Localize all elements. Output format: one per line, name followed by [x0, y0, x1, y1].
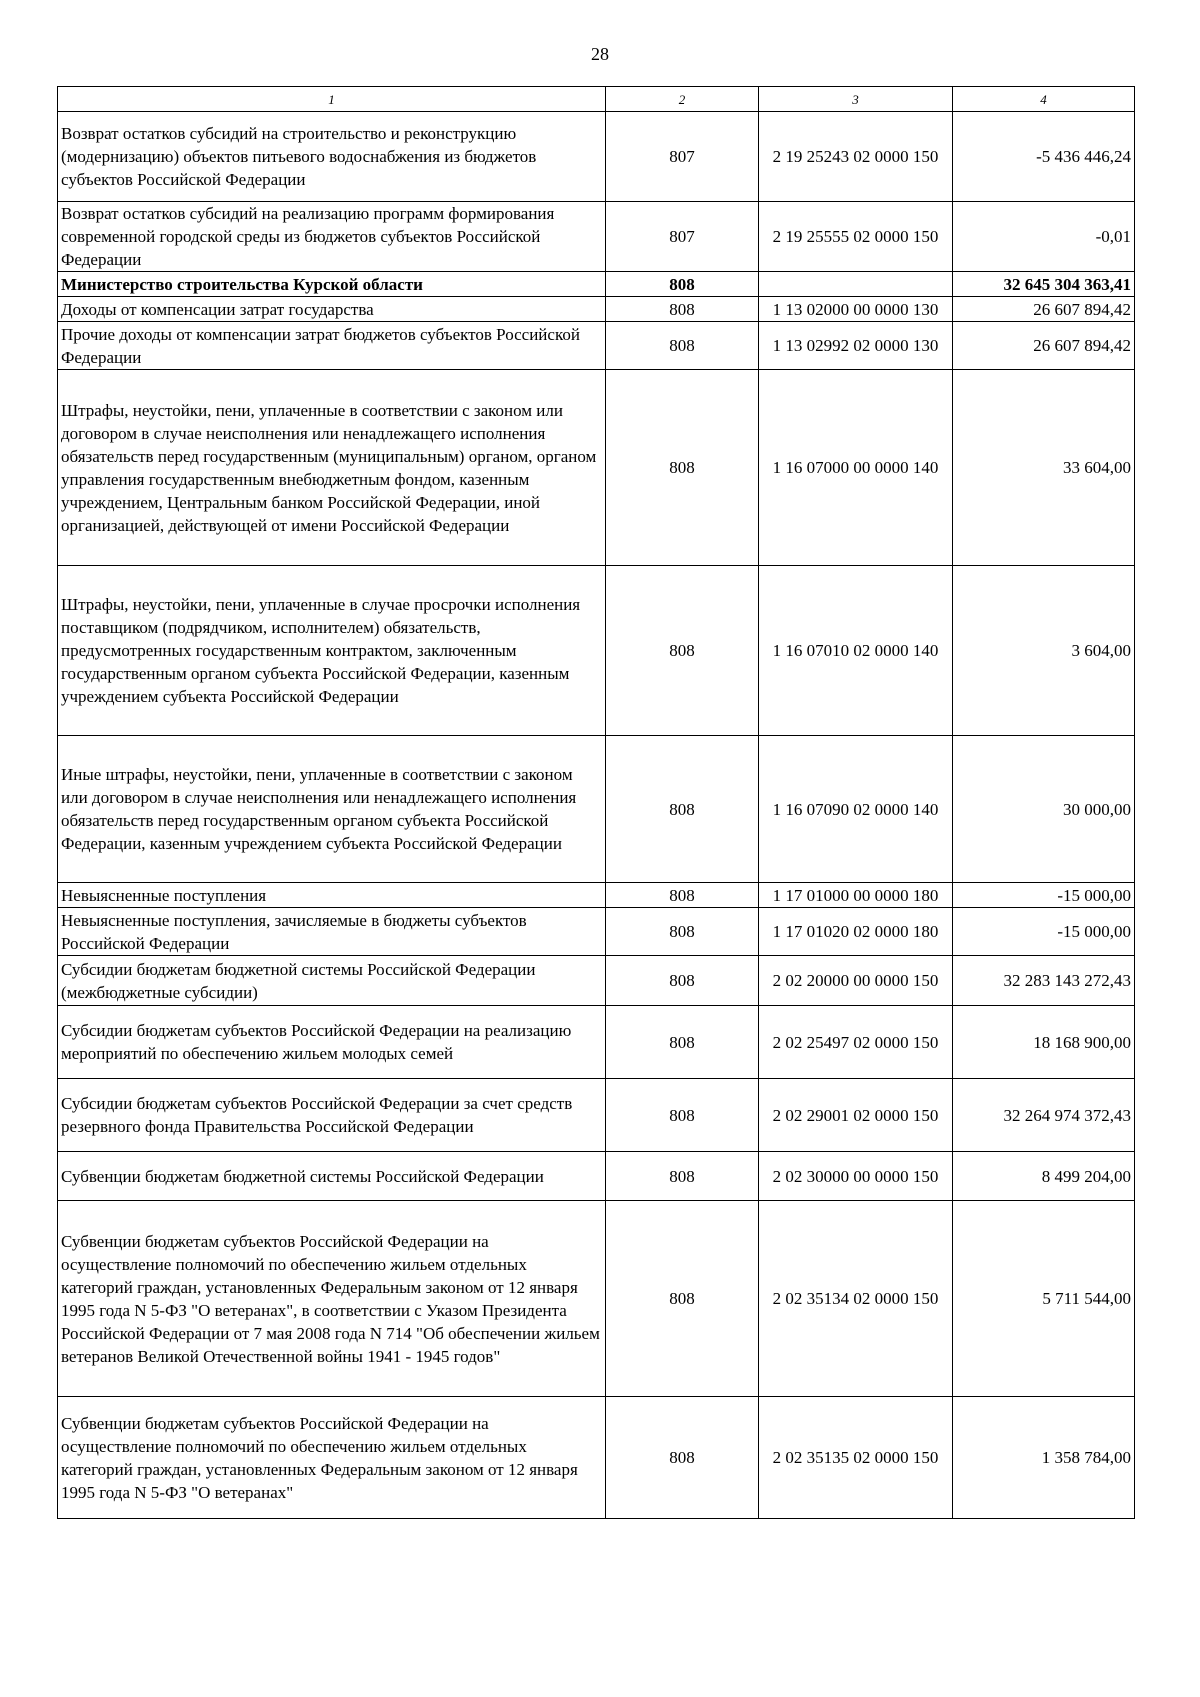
- table-row: [58, 883, 1135, 908]
- column-number-4: 4: [953, 87, 1135, 112]
- row-admin-code: 808: [606, 322, 759, 370]
- row-name: Доходы от компенсации затрат государства: [58, 297, 606, 322]
- row-budget-code: 2 02 20000 00 0000 150: [759, 956, 953, 1006]
- row-admin-code: 808: [606, 1152, 759, 1201]
- row-amount: 8 499 204,00: [953, 1152, 1135, 1201]
- row-amount: 18 168 900,00: [953, 1006, 1135, 1079]
- row-name: Возврат остатков субсидий на строительство и реконструкцию (модернизацию) объектов питьевого водоснабжения из бюджетов субъектов Российской Федерации: [58, 112, 606, 202]
- row-amount: -0,01: [953, 202, 1135, 272]
- table-row: [58, 566, 1135, 736]
- row-budget-code: 2 02 29001 02 0000 150: [759, 1079, 953, 1152]
- row-amount: 3 604,00: [953, 566, 1135, 736]
- row-amount: 26 607 894,42: [953, 322, 1135, 370]
- row-name: Субсидии бюджетам субъектов Российской Федерации на реализацию мероприятий по обеспечению жильем молодых семей: [58, 1006, 606, 1079]
- table-row: [58, 1397, 1135, 1519]
- row-admin-code: 808: [606, 1201, 759, 1397]
- row-name: Прочие доходы от компенсации затрат бюджетов субъектов Российской Федерации: [58, 322, 606, 370]
- column-number-3: 3: [759, 87, 953, 112]
- row-name: Штрафы, неустойки, пени, уплаченные в случае просрочки исполнения поставщиком (подрядчиком, исполнителем) обязательств, предусмотренных государственным контрактом, заключенным государственным органом субъекта Российской Федерации, казенным учреждением субъекта Российской Федерации: [58, 566, 606, 736]
- row-amount: -5 436 446,24: [953, 112, 1135, 202]
- row-amount: 5 711 544,00: [953, 1201, 1135, 1397]
- row-amount: 1 358 784,00: [953, 1397, 1135, 1519]
- table-row: [58, 202, 1135, 272]
- row-amount: -15 000,00: [953, 908, 1135, 956]
- table-row: [58, 956, 1135, 1006]
- revenue-table: [57, 86, 1135, 1519]
- row-name: Субсидии бюджетам субъектов Российской Федерации за счет средств резервного фонда Правительства Российской Федерации: [58, 1079, 606, 1152]
- row-budget-code: 1 17 01020 02 0000 180: [759, 908, 953, 956]
- table-row: [58, 1152, 1135, 1201]
- row-budget-code: 2 02 35135 02 0000 150: [759, 1397, 953, 1519]
- row-admin-code: 808: [606, 370, 759, 566]
- row-budget-code: 2 02 30000 00 0000 150: [759, 1152, 953, 1201]
- row-budget-code: 1 13 02992 02 0000 130: [759, 322, 953, 370]
- row-budget-code: 1 13 02000 00 0000 130: [759, 297, 953, 322]
- row-admin-code: 808: [606, 566, 759, 736]
- row-name: Субвенции бюджетам бюджетной системы Российской Федерации: [58, 1152, 606, 1201]
- row-admin-code: 808: [606, 272, 759, 297]
- row-name: Возврат остатков субсидий на реализацию программ формирования современной городской среды из бюджетов субъектов Российской Федерации: [58, 202, 606, 272]
- column-number-1: 1: [58, 87, 606, 112]
- row-budget-code: 2 19 25243 02 0000 150: [759, 112, 953, 202]
- row-budget-code: 2 19 25555 02 0000 150: [759, 202, 953, 272]
- row-admin-code: 808: [606, 908, 759, 956]
- column-number-row: [58, 87, 1135, 112]
- table-row-ministry-total: [58, 272, 1135, 297]
- row-budget-code: 1 16 07000 00 0000 140: [759, 370, 953, 566]
- row-admin-code: 807: [606, 112, 759, 202]
- row-admin-code: 808: [606, 297, 759, 322]
- row-admin-code: 808: [606, 1006, 759, 1079]
- table-row: [58, 1079, 1135, 1152]
- row-admin-code: 808: [606, 956, 759, 1006]
- row-budget-code: 1 17 01000 00 0000 180: [759, 883, 953, 908]
- row-amount: -15 000,00: [953, 883, 1135, 908]
- row-amount: 32 283 143 272,43: [953, 956, 1135, 1006]
- row-amount: 32 645 304 363,41: [953, 272, 1135, 297]
- row-amount: 30 000,00: [953, 736, 1135, 883]
- row-name: Министерство строительства Курской области: [58, 272, 606, 297]
- column-number-2: 2: [606, 87, 759, 112]
- table-row: [58, 297, 1135, 322]
- row-name: Штрафы, неустойки, пени, уплаченные в соответствии с законом или договором в случае неисполнения или ненадлежащего исполнения обязательств перед государственным (муниципальным) органом, органом управления государственным внебюджетным фондом, казенным учреждением, Центральным банком Российской Федерации, иной организацией, действующей от имени Российской Федерации: [58, 370, 606, 566]
- row-name: Субвенции бюджетам субъектов Российской Федерации на осуществление полномочий по обеспечению жильем отдельных категорий граждан, установленных Федеральным законом от 12 января 1995 года N 5-ФЗ "О ветеранах": [58, 1397, 606, 1519]
- row-admin-code: 808: [606, 1079, 759, 1152]
- table-row: [58, 736, 1135, 883]
- row-budget-code: 1 16 07010 02 0000 140: [759, 566, 953, 736]
- row-admin-code: 807: [606, 202, 759, 272]
- table-row: [58, 908, 1135, 956]
- row-name: Иные штрафы, неустойки, пени, уплаченные в соответствии с законом или договором в случае неисполнения или ненадлежащего исполнения обязательств перед государственным органом субъекта Российской Федерации, казенным учреждением субъекта Российской Федерации: [58, 736, 606, 883]
- row-name: Субвенции бюджетам субъектов Российской Федерации на осуществление полномочий по обеспечению жильем отдельных категорий граждан, установленных Федеральным законом от 12 января 1995 года N 5-ФЗ "О ветеранах", в соответствии с Указом Президента Российской Федерации от 7 мая 2008 года N 714 "Об обеспечении жильем ветеранов Великой Отечественной войны 1941 - 1945 годов": [58, 1201, 606, 1397]
- table-row: [58, 112, 1135, 202]
- row-budget-code: 2 02 35134 02 0000 150: [759, 1201, 953, 1397]
- row-name: Невыясненные поступления, зачисляемые в бюджеты субъектов Российской Федерации: [58, 908, 606, 956]
- row-budget-code: 2 02 25497 02 0000 150: [759, 1006, 953, 1079]
- table-row: [58, 370, 1135, 566]
- row-admin-code: 808: [606, 736, 759, 883]
- row-budget-code: 1 16 07090 02 0000 140: [759, 736, 953, 883]
- row-amount: 32 264 974 372,43: [953, 1079, 1135, 1152]
- page-number: 28: [591, 44, 609, 64]
- table-row: [58, 322, 1135, 370]
- row-admin-code: 808: [606, 883, 759, 908]
- row-name: Невыясненные поступления: [58, 883, 606, 908]
- row-admin-code: 808: [606, 1397, 759, 1519]
- row-budget-code: [759, 272, 953, 297]
- table-row: [58, 1006, 1135, 1079]
- row-amount: 26 607 894,42: [953, 297, 1135, 322]
- row-name: Субсидии бюджетам бюджетной системы Российской Федерации (межбюджетные субсидии): [58, 956, 606, 1006]
- row-amount: 33 604,00: [953, 370, 1135, 566]
- table-row: [58, 1201, 1135, 1397]
